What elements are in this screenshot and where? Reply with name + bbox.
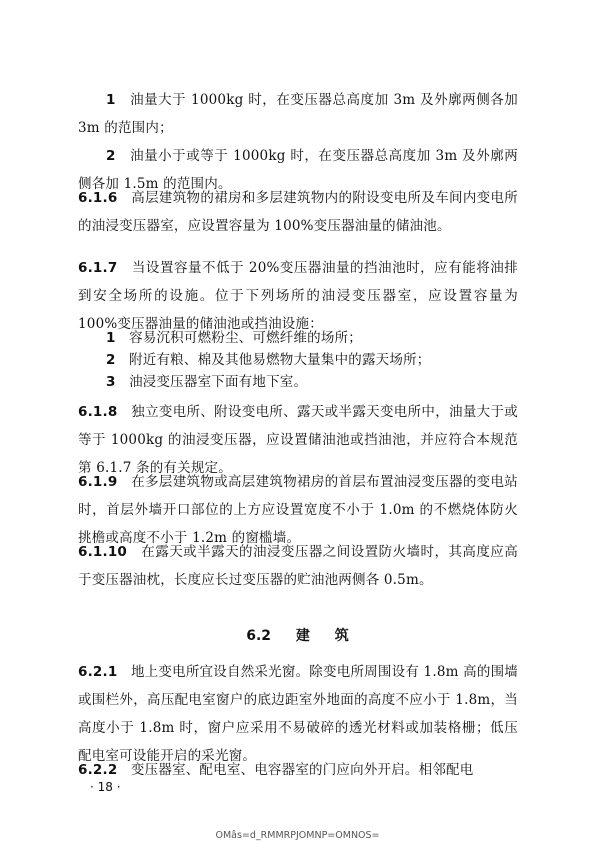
clause-text: 变压器室、配电室、电容器室的门应向外开启。相邻配电 xyxy=(130,762,474,778)
item-number: 1 xyxy=(106,330,116,346)
clause-text: 地上变电所宜设自然采光窗。除变电所周围设有 1.8m 高的围墙或围栏外，高压配电室窗户的底边距室外地面的高度不应小于 1.8m，当高度小于 1.8m 时，窗户应采用不易破碎的透光材料或加装格栅；低压配电室可设能开启的采光窗。 xyxy=(78,664,518,764)
list-item xyxy=(78,368,518,396)
clause xyxy=(78,756,518,784)
clause-text: 高层建筑物的裙房和多层建筑物内的附设变电所及车间内变电所的油浸变压器室，应设置容量为 100%变压器油量的储油池。 xyxy=(78,190,518,234)
item-text: 油浸变压器室下面有地下室。 xyxy=(129,374,308,390)
item-number: 3 xyxy=(106,374,116,390)
clause-text: 独立变电所、附设变电所、露天或半露天变电所中，油量大于或等于 1000kg 的油浸变压器，应设置储油池或挡油池，并应符合本规范第 6.1.7 条的有关规定。 xyxy=(78,404,518,476)
clause-number: 6.1.8 xyxy=(78,404,118,420)
item-text: 油量小于或等于 1000kg 时，在变压器总高度加 3m 及外廓两侧各加 1.5m 的范围内。 xyxy=(78,148,518,192)
footer-code: OMâs=d_RMMRPJOMNP=OMNOS= xyxy=(215,830,380,841)
item-number: 2 xyxy=(106,148,116,164)
section-title: 6.2 建 筑 xyxy=(246,628,349,644)
clause-text: 在露天或半露天的油浸变压器之间设置防火墙时，其高度应高于变压器油枕，长度应长过变压器的贮油池两侧各 0.5m。 xyxy=(78,544,518,588)
clause-number: 6.2.1 xyxy=(78,664,118,680)
item-number: 2 xyxy=(106,352,116,368)
clause-number: 6.1.6 xyxy=(78,190,118,206)
list-item xyxy=(78,86,518,142)
clause xyxy=(78,538,518,594)
clause-text: 当设置容量不低于 20%变压器油量的挡油池时，应有能将油排到安全场所的设施。位于下列场所的油浸变压器室，应设置容量为 100%变压器油量的储油池或挡油设施： xyxy=(78,260,518,332)
item-text: 油量大于 1000kg 时，在变压器总高度加 3m 及外廓两侧各加 3m 的范围内； xyxy=(78,92,518,136)
item-text: 容易沉积可燃粉尘、可燃纤维的场所； xyxy=(129,330,362,346)
clause-text: 在多层建筑物或高层建筑物裙房的首层布置油浸变压器的变电站时，首层外墙开口部位的上方应设置宽度不小于 1.0m 的不燃烧体防火挑檐或高度不小于 1.2m 的窗槛墙。 xyxy=(78,474,518,546)
item-number: 1 xyxy=(106,92,116,108)
clause-number: 6.1.7 xyxy=(78,260,118,276)
clause-number: 6.1.9 xyxy=(78,474,118,490)
clause-number: 6.2.2 xyxy=(78,762,118,778)
item-text: 附近有粮、棉及其他易燃物大量集中的露天场所； xyxy=(129,352,431,368)
clause-number: 6.1.10 xyxy=(78,544,128,560)
clause xyxy=(78,658,518,770)
page-number: · 18 · xyxy=(90,780,121,794)
clause xyxy=(78,184,518,240)
